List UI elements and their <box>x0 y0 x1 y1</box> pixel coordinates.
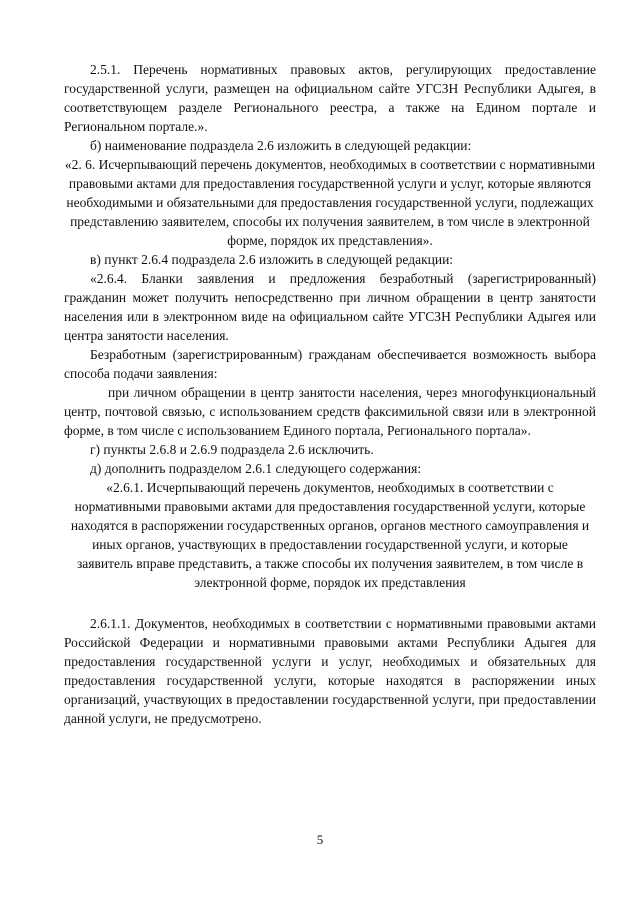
paragraph-item-g: г) пункты 2.6.8 и 2.6.9 подраздела 2.6 исключить. <box>90 442 374 457</box>
paragraph-2-5-1: 2.5.1. Перечень нормативных правовых актов, регулирующих предоставление государственной услуги, размещен на официальном сайте УГСЗН Республики Адыгея, в соответствующем разделе Регионального реестра, а также на Едином портале и Региональном портале.». <box>64 62 596 134</box>
paragraph-gap <box>64 592 596 614</box>
paragraph-item-v: в) пункт 2.6.4 подраздела 2.6 изложить в следующей редакции: <box>90 252 454 267</box>
paragraph-submission-methods: при личном обращении в центр занятости населения, через многофункциональный центр, почтовой связью, с использованием средств факсимильной связи или в электронной форме, в том числе с использованием Единого портала, Регионального портала». <box>64 385 596 438</box>
paragraph-unemployed: Безработным (зарегистрированным) гражданам обеспечивается возможность выбора способа подачи заявления: <box>64 347 596 381</box>
paragraph-2-6-4: «2.6.4. Бланки заявления и предложения безработный (зарегистрированный) гражданин может получить непосредственно при личном обращении в центр занятости населения или в электронном виде на официальном сайте УГСЗН Республики Адыгея или центра занятости населения. <box>64 271 596 343</box>
page-number: 5 <box>316 832 324 847</box>
paragraph-2-6-1-1: 2.6.1.1. Документов, необходимых в соответствии с нормативными правовыми актами Российской Федерации и нормативными правовыми актами Республики Адыгея для предоставления государственной услуги и услуг, необходимых и обязательных для предоставления государственной услуги, которые находятся в распоряжении иных организаций, участвующих в предоставлении государственной услуги, при предоставлении данной услуги, не предусмотрено. <box>64 616 596 726</box>
document-body <box>64 60 596 728</box>
paragraph-item-b: б) наименование подраздела 2.6 изложить в следующей редакции: <box>90 138 472 153</box>
heading-2-6-1-quote: «2.6.1. Исчерпывающий перечень документов, необходимых в соответствии с нормативными правовыми актами для предоставления государственной услуги, которые находятся в распоряжении государственных органов, органов местного самоуправления и иных органов, участвующих в предоставлении государственной услуги, и которые заявитель вправе представить, а также способы их получения заявителем, в том числе в электронной форме, порядок их представления <box>70 480 590 590</box>
paragraph-item-d: д) дополнить подразделом 2.6.1 следующего содержания: <box>90 461 422 476</box>
heading-2-6-quote: «2. 6. Исчерпывающий перечень документов, необходимых в соответствии с нормативными правовыми актами для предоставления государственной услуги и услуг, которые являются необходимыми и обязательными для предоставления государственной услуги, подлежащих представлению заявителем, способы их получения заявителем, в том числе в электронной форме, порядок их представления». <box>64 157 596 248</box>
